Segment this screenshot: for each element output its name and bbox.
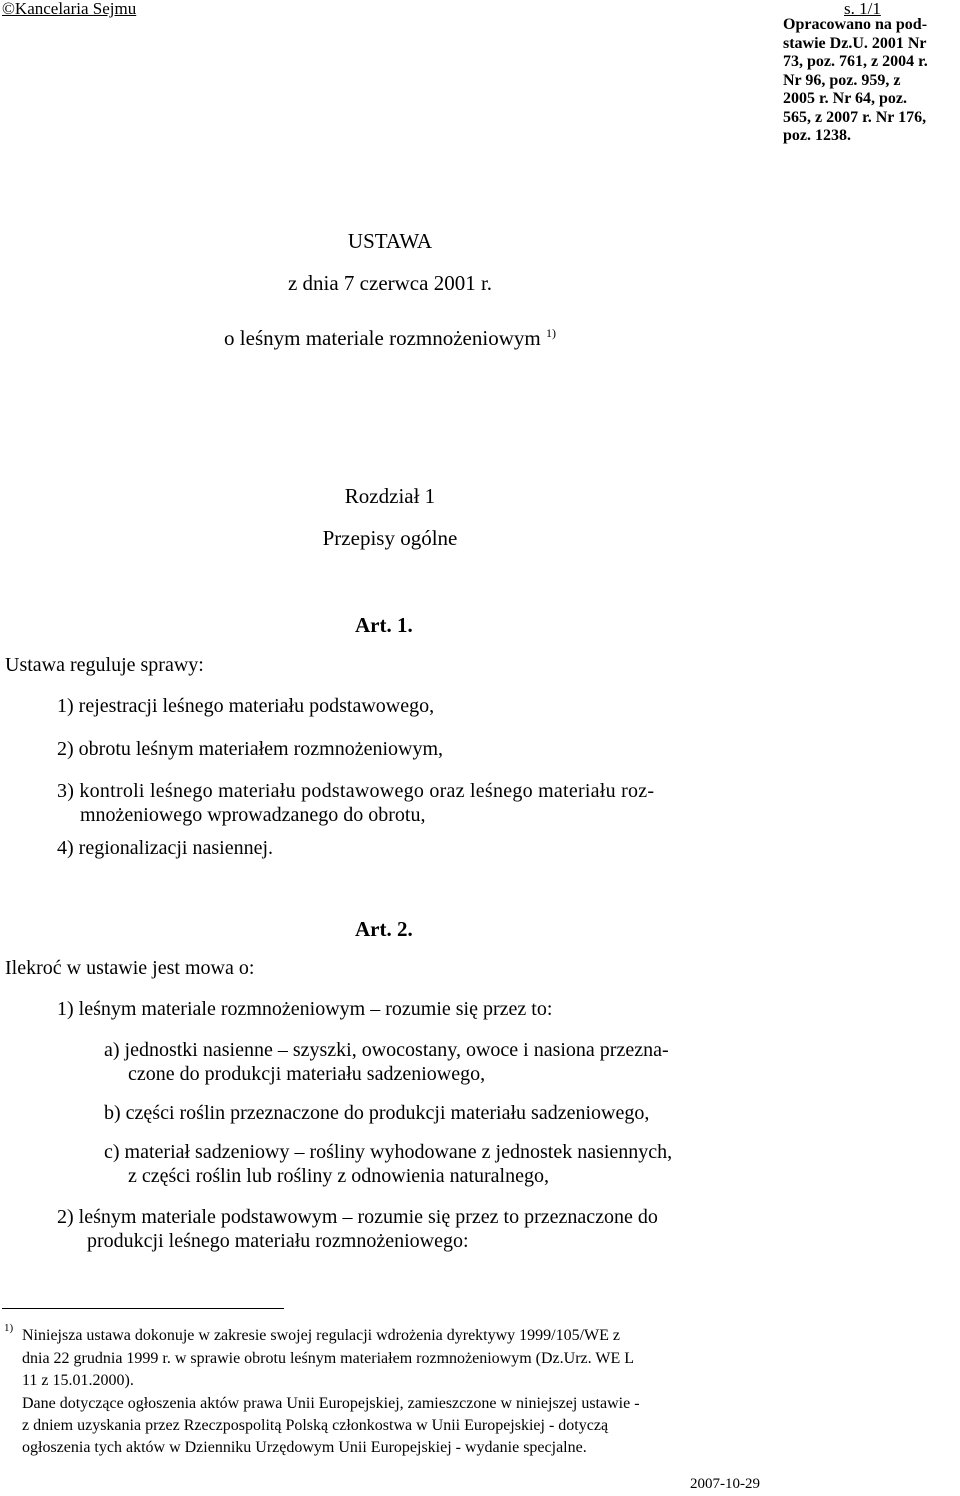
source-note-line: Nr 96, poz. 959, z <box>783 71 901 89</box>
chapter-number: Rozdział 1 <box>344 484 436 508</box>
article-2-subpoint: b) części roślin przeznaczone do produkcji materiału sadzeniowego, <box>104 1102 650 1124</box>
source-note-line: stawie Dz.U. 2001 Nr <box>783 34 927 52</box>
article-1-item-continuation: mnożeniowego wprowadzanego do obrotu, <box>80 804 426 826</box>
act-subject <box>130 326 650 353</box>
article-2-subpoint: a) jednostki nasienne – szyszki, owocostany, owoce i nasiona przezna- <box>104 1039 669 1061</box>
source-note-line: 73, poz. 761, z 2004 r. <box>783 53 928 70</box>
page-number[interactable]: s. 1/1 <box>844 0 881 18</box>
article-2-label: Art. 2. <box>355 917 413 941</box>
footnote-line: dnia 22 grudnia 1999 r. w sprawie obrotu leśnym materiałem rozmnożeniowym (Dz.Urz. WE L <box>22 1350 634 1367</box>
article-2-point-continuation: produkcji leśnego materiału rozmnożeniowego: <box>87 1230 469 1252</box>
article-2-intro: Ilekroć w ustawie jest mowa o: <box>5 957 255 979</box>
footnote-line: Dane dotyczące ogłoszenia aktów prawa Unii Europejskiej, zamieszczone w niniejszej ustawie - <box>22 1395 640 1412</box>
article-1-item: 3) kontroli leśnego materiału podstawowego oraz leśnego materiału roz- <box>57 780 655 802</box>
footnote-marker: 1) <box>4 1322 14 1334</box>
header-source[interactable]: ©Kancelaria Sejmu <box>2 0 137 18</box>
article-2-subpoint: c) materiał sadzeniowy – rośliny wyhodowane z jednostek nasiennych, <box>104 1141 673 1163</box>
article-2-subpoint-continuation: z części roślin lub rośliny z odnowienia naturalnego, <box>128 1165 549 1187</box>
article-2-point: 1) leśnym materiale rozmnożeniowym – rozumie się przez to: <box>57 998 553 1020</box>
act-type: USTAWA <box>347 229 433 253</box>
article-2-subpoint-continuation: czone do produkcji materiału sadzeniowego, <box>128 1063 486 1085</box>
footnote-reference[interactable]: 1) <box>545 326 556 340</box>
act-date: z dnia 7 czerwca 2001 r. <box>287 271 493 295</box>
source-note-line: Opracowano na pod- <box>783 16 928 33</box>
source-note <box>783 16 960 146</box>
chapter-name: Przepisy ogólne <box>322 526 458 550</box>
article-1-intro: Ustawa reguluje sprawy: <box>5 654 204 676</box>
source-note-line: 565, z 2007 r. Nr 176, <box>783 108 927 126</box>
footer-date: 2007-10-29 <box>690 1476 760 1492</box>
footnote-line: 11 z 15.01.2000). <box>22 1372 134 1389</box>
footnote-separator <box>2 1308 284 1309</box>
source-note-line: poz. 1238. <box>783 127 851 144</box>
article-1-item: 2) obrotu leśnym materiałem rozmnożeniowym, <box>57 738 444 760</box>
footnote-line: z dniem uzyskania przez Rzeczpospolitą Polską członkostwa w Unii Europejskiej - dotyczą <box>22 1417 609 1434</box>
footnote-line: ogłoszenia tych aktów w Dzienniku Urzędowym Unii Europejskiej - wydanie specjalne. <box>22 1439 587 1456</box>
article-2-point: 2) leśnym materiale podstawowym – rozumie się przez to przeznaczone do <box>57 1206 658 1228</box>
article-1-item: 4) regionalizacji nasiennej. <box>57 837 274 859</box>
article-1-item: 1) rejestracji leśnego materiału podstawowego, <box>57 695 435 717</box>
article-1-label: Art. 1. <box>355 613 413 637</box>
source-note-line: 2005 r. Nr 64, poz. <box>783 90 907 107</box>
act-subject-text: o leśnym materiale rozmnożeniowym <box>224 326 541 350</box>
footnote-line: Niniejsza ustawa dokonuje w zakresie swojej regulacji wdrożenia dyrektywy 1999/105/WE z <box>22 1327 621 1344</box>
